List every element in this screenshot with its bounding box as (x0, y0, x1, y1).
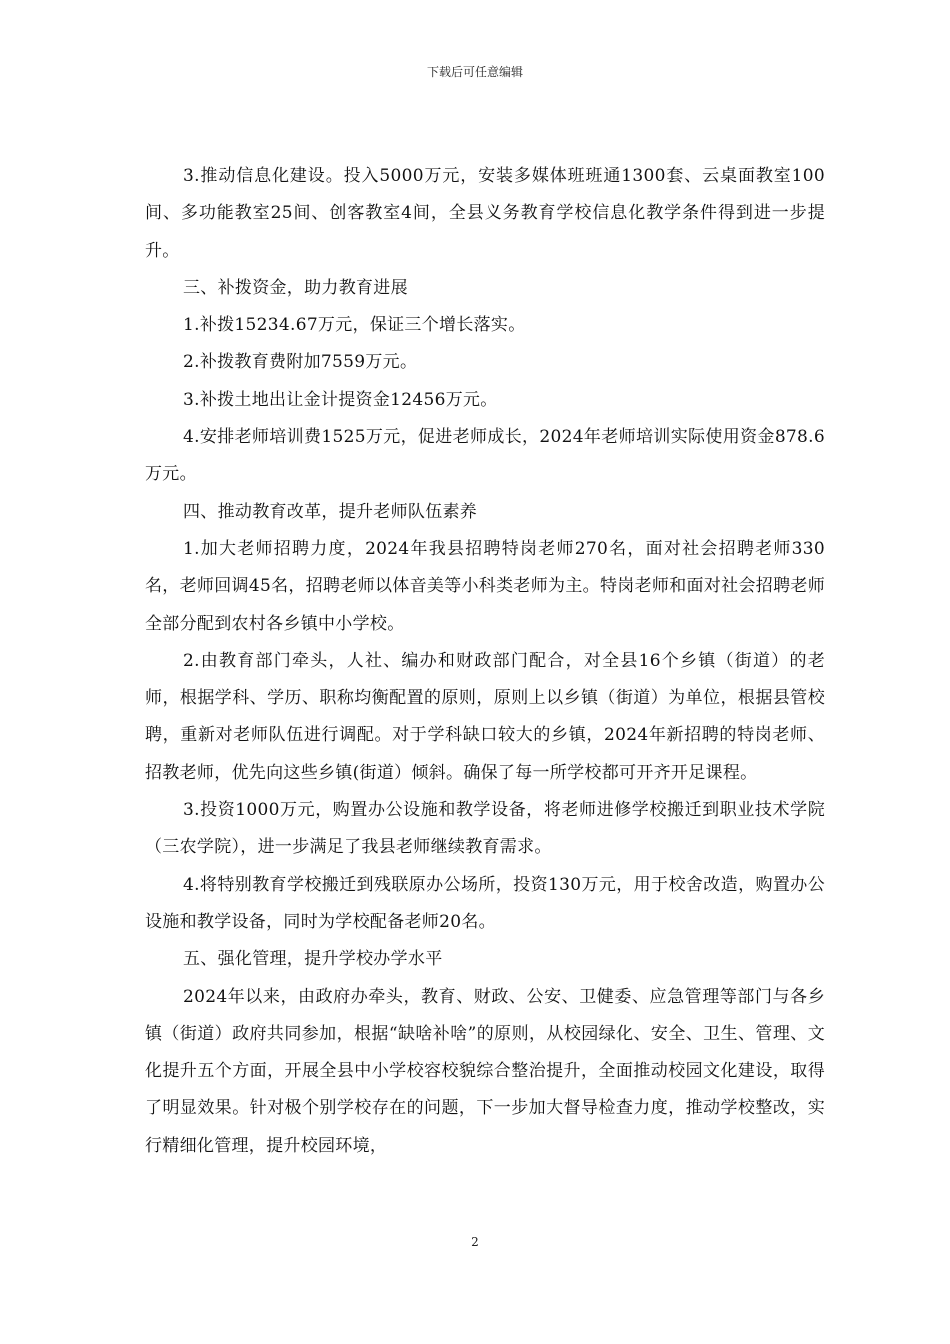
paragraph: 3.推动信息化建设。投入5000万元，安装多媒体班班通1300套、云桌面教室100间、多功能教室25间、创客教室4间，全县义务教育学校信息化教学条件得到进一步提升。 (145, 166, 825, 261)
page-number: 2 (471, 1235, 479, 1249)
document-body (145, 158, 825, 1165)
section-heading: 三、补拨资金，助力教育进展 (183, 277, 408, 298)
paragraph: 2.由教育部门牵头，人社、编办和财政部门配合，对全县16个乡镇（街道）的老师，根据学科、学历、职称均衡配置的原则，原则上以乡镇（街道）为单位，根据县管校聘，重新对老师队伍进行调配。对于学科缺口较大的乡镇，2024年新招聘的特岗老师、招教老师，优先向这些乡镇(街道）倾斜。确保了每一所学校都可开齐开足课程。 (145, 650, 825, 783)
section-heading: 四、推动教育改革，提升老师队伍素养 (183, 501, 478, 522)
paragraph: 2.补拨教育费附加7559万元。 (183, 352, 418, 373)
paragraph: 1.加大老师招聘力度，2024年我县招聘特岗老师270名，面对社会招聘老师330名，老师回调45名，招聘老师以体音美等小科类老师为主。特岗老师和面对社会招聘老师全部分配到农村各乡镇中小学校。 (145, 538, 825, 634)
page-header: 下载后可任意编辑 (426, 65, 523, 79)
paragraph: 4.将特别教育学校搬迁到残联原办公场所，投资130万元，用于校舍改造，购置办公设施和教学设备，同时为学校配备老师20名。 (145, 874, 825, 932)
paragraph: 3.投资1000万元，购置办公设施和教学设备，将老师进修学校搬迁到职业技术学院（三农学院），进一步满足了我县老师继续教育需求。 (145, 800, 825, 858)
paragraph: 2024年以来，由政府办牵头，教育、财政、公安、卫健委、应急管理等部门与各乡镇（街道）政府共同参加，根据“缺啥补啥”的原则，从校园绿化、安全、卫生、管理、文化提升五个方面，开展全县中小学校容校貌综合整治提升，全面推动校园文化建设，取得了明显效果。针对极个别学校存在的问题，下一步加大督导检查力度，推动学校整改，实行精细化管理，提升校园环境， (145, 986, 825, 1156)
paragraph: 4.安排老师培训费1525万元，促进老师成长，2024年老师培训实际使用资金878.6万元。 (145, 427, 825, 485)
paragraph: 3.补拨土地出让金计提资金12456万元。 (183, 389, 498, 410)
paragraph: 1.补拨15234.67万元，保证三个增长落实。 (183, 315, 526, 336)
section-heading: 五、强化管理，提升学校办学水平 (183, 949, 443, 970)
